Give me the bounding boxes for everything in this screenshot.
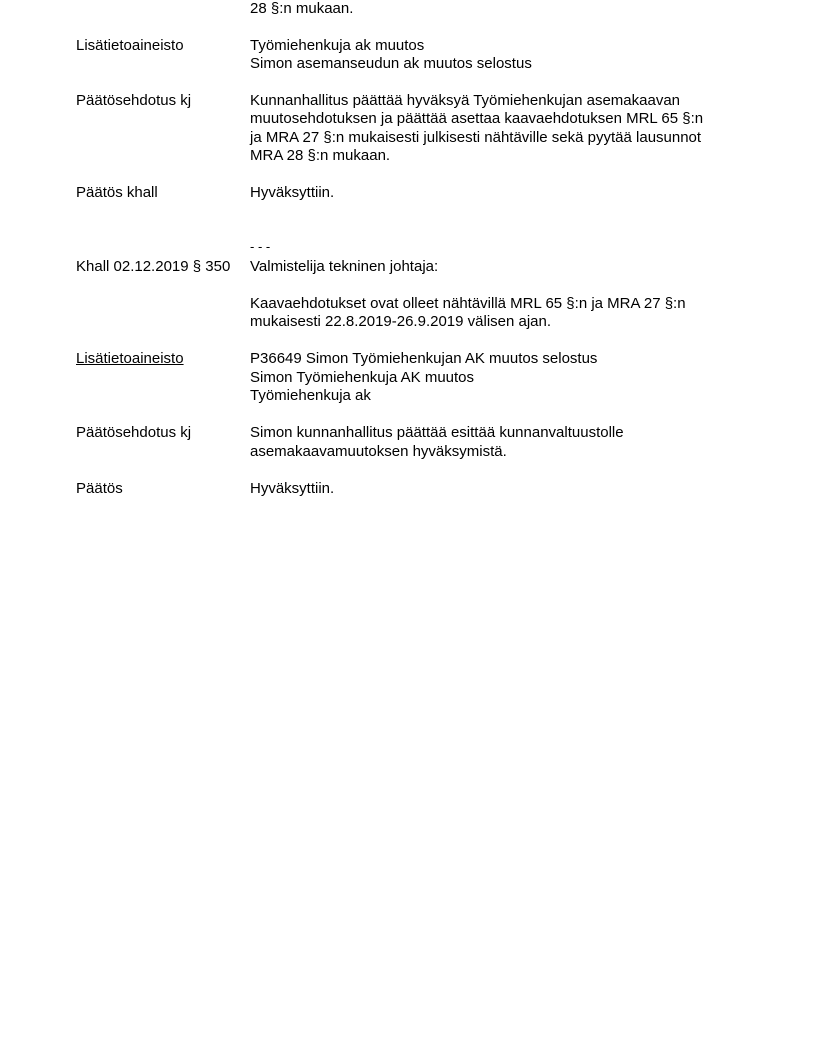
lisatieto-item: Työmiehenkuja ak [250, 387, 371, 404]
lisatieto-item: P36649 Simon Työmiehenkujan AK muutos selostus [250, 350, 598, 367]
paatos-label: Päätös [76, 480, 123, 497]
body-line: mukaisesti 22.8.2019-26.9.2019 välisen ajan. [250, 313, 552, 330]
paatosehdotus-line: Simon kunnanhallitus päättää esittää kunnanvaltuustolle [250, 424, 624, 441]
lisatieto-item: Simon Työmiehenkuja AK muutos [250, 369, 475, 386]
paatosehdotus-label: Päätösehdotus kj [76, 92, 192, 109]
continuation-text: 28 §:n mukaan. [250, 0, 354, 17]
lisatieto-item: Työmiehenkuja ak muutos [250, 37, 425, 54]
paatosehdotus-label: Päätösehdotus kj [76, 424, 192, 441]
section-separator: - - - [250, 239, 271, 254]
body-line: Kaavaehdotukset ovat olleet nähtävillä MRL 65 §:n ja MRA 27 §:n [250, 295, 686, 312]
paatosehdotus-line: MRA 28 §:n mukaan. [250, 147, 391, 164]
paatosehdotus-line: Kunnanhallitus päättää hyväksyä Työmiehenkujan asemakaavan [250, 92, 681, 109]
paatosehdotus-line: muutosehdotuksen ja päättää asettaa kaavaehdotuksen MRL 65 §:n [250, 110, 704, 127]
paatos-text: Hyväksyttiin. [250, 184, 335, 201]
paatosehdotus-line: asemakaavamuutoksen hyväksymistä. [250, 443, 507, 460]
lisatieto-label: Lisätietoaineisto [76, 37, 184, 54]
lisatieto-label-underlined: Lisätietoaineisto [76, 350, 184, 367]
paatos-text: Hyväksyttiin. [250, 480, 335, 497]
paatos-label: Päätös khall [76, 184, 158, 201]
meeting-reference: Khall 02.12.2019 § 350 [76, 258, 231, 275]
lisatieto-item: Simon asemanseudun ak muutos selostus [250, 55, 532, 72]
paatosehdotus-line: ja MRA 27 §:n mukaisesti julkisesti nähtäville sekä pyytää lausunnot [250, 129, 702, 146]
preparer-text: Valmistelija tekninen johtaja: [250, 258, 439, 275]
